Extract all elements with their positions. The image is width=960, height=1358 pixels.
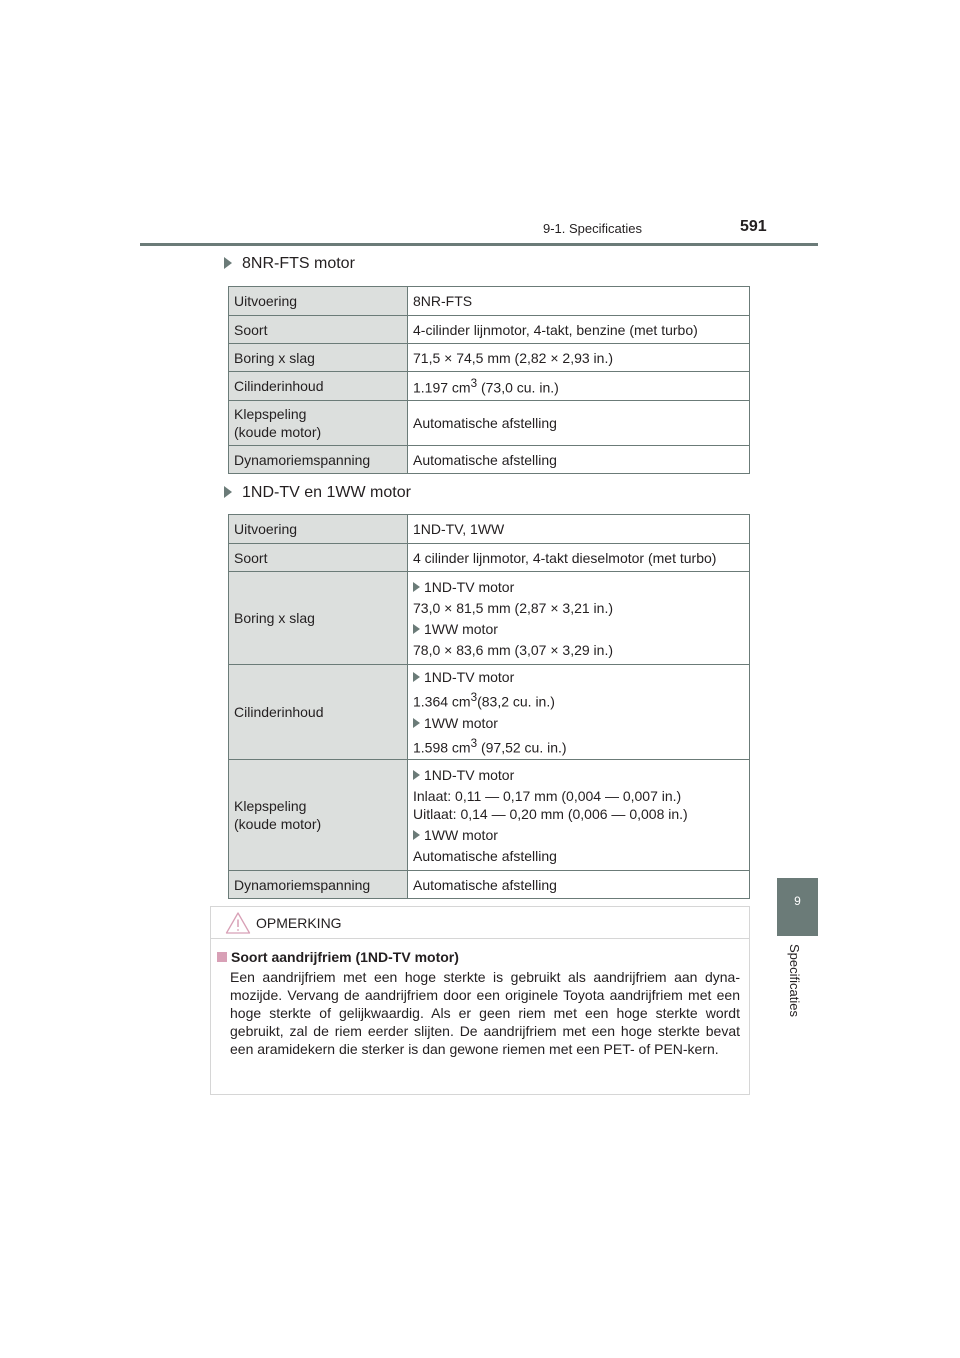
row-label: Dynamoriemspanning [229,446,408,474]
triangle-bullet-icon [413,672,420,682]
table-row [229,572,750,665]
note-title-text: Soort aandrijfriem (1ND-TV motor) [231,949,459,965]
row-value [408,665,750,760]
row-label: Soort [229,544,408,572]
row-label: Cilinderinhoud [229,372,408,401]
triangle-bullet-icon [224,257,232,269]
chapter-label-text: Specificaties [787,944,802,1017]
value-sup: 3 [470,377,478,391]
row-label: Boring x slag [229,572,408,665]
sub-heading [413,620,744,638]
sub-heading [413,766,744,784]
table-row [229,344,750,372]
header-rule [140,243,818,246]
chapter-label [786,944,804,1044]
value-suffix: (73,0 cu. in.) [477,379,559,396]
sub-heading [413,714,744,732]
sub-value: Uitlaat: 0,14 — 0,20 mm (0,006 — 0,008 in.) [413,805,688,822]
row-value: Automatische afstelling [408,871,750,899]
value-prefix: 1.197 cm [413,379,471,396]
sub-value: 73,0 × 81,5 mm (2,87 × 3,21 in.) [413,599,614,616]
chapter-tab[interactable]: 9 [777,878,818,936]
row-label: Dynamoriemspanning [229,871,408,899]
value-prefix: 1.364 cm [413,693,471,710]
row-value: 4-cilinder lijnmotor, 4-takt, benzine (met turbo) [408,316,750,344]
sub-heading [413,578,744,596]
table-row [229,871,750,899]
table-row [229,515,750,544]
table-row [229,760,750,871]
page-number: 591 [740,218,767,235]
note-box [210,906,750,1095]
sub-value: Automatische afstelling [413,847,557,864]
section-heading-1nd-text: 1ND-TV en 1WW motor [242,484,411,501]
row-label: Boring x slag [229,344,408,372]
value-prefix: 1.598 cm [413,739,471,756]
table-row [229,446,750,474]
sub-value: Inlaat: 0,11 — 0,17 mm (0,004 — 0,007 in.) [413,787,682,804]
row-label: Soort [229,316,408,344]
note-header [211,907,749,939]
triangle-bullet-icon [224,486,232,498]
sub-heading-text: 1ND-TV motor [424,669,515,685]
value-sup: 3 [470,736,478,750]
row-value: 1ND-TV, 1WW [408,515,750,544]
row-value [408,372,750,401]
row-value: Automatische afstelling [408,446,750,474]
sub-value: 78,0 × 83,6 mm (3,07 × 3,29 in.) [413,641,614,658]
spec-table-1nd [228,514,750,899]
row-label: Uitvoering [229,287,408,316]
row-value: 8NR-FTS [408,287,750,316]
square-bullet-icon [217,952,227,962]
sub-value [413,735,744,757]
triangle-bullet-icon [413,582,420,592]
value-sup: 3 [470,691,478,704]
sub-heading-text: 1WW motor [424,714,498,731]
sub-heading [413,668,744,686]
row-label: Uitvoering [229,515,408,544]
table-row [229,372,750,401]
table-row [229,316,750,344]
triangle-bullet-icon [413,770,420,780]
row-value: 4 cilinder lijnmotor, 4-takt dieselmotor (met turbo) [408,544,750,572]
sub-heading-text: 1WW motor [424,826,498,843]
row-value: 71,5 × 74,5 mm (2,82 × 2,93 in.) [408,344,750,372]
value-suffix: (83,2 cu. in.) [477,693,555,710]
row-value [408,760,750,871]
row-label [229,760,408,871]
row-value: Automatische afstelling [408,401,750,446]
table-row [229,287,750,316]
row-value [408,572,750,665]
section-heading-8nr [224,255,355,273]
row-label [229,401,408,446]
table-row [229,544,750,572]
table-row [229,665,750,760]
note-body: Een aandrijfriem met een hoge sterkte is gebruikt als aandrijfriem aan dyna- mozijde. Vervang de aandrijfriem door een originele Toyota aandrijfriem met een hoge sterkte of gelijkwaardig. Als er geen riem met een hoge sterkte wordt gebruikt, zal de riem eerder slijten. De aandrijfriem met een hoge sterkte bevat een aramidekern die sterker is dan gewone riemen met een PET- of PEN-kern. [230,969,740,1057]
triangle-bullet-icon [413,624,420,634]
label-line: Klepspeling [234,406,307,422]
section-heading-1nd [224,484,411,502]
sub-heading-text: 1ND-TV motor [424,578,515,595]
note-header-text: OPMERKING [256,915,342,931]
row-label: Cilinderinhoud [229,665,408,760]
value-suffix: (97,52 cu. in.) [477,739,567,756]
sub-heading [413,826,744,844]
label-line: Klepspeling [234,798,307,815]
table-row [229,401,750,446]
sub-heading-text: 1ND-TV motor [424,766,515,783]
triangle-bullet-icon [413,718,420,728]
spec-table-8nr [228,286,750,474]
note-title [217,949,459,965]
sub-value [413,689,744,711]
warning-icon [225,911,251,935]
sub-heading-text: 1WW motor [424,620,498,637]
triangle-bullet-icon [413,830,420,840]
label-line: (koude motor) [234,816,322,833]
section-heading-8nr-text: 8NR-FTS motor [242,255,355,272]
label-line: (koude motor) [234,424,322,440]
section-title: 9-1. Specificaties [543,221,642,236]
